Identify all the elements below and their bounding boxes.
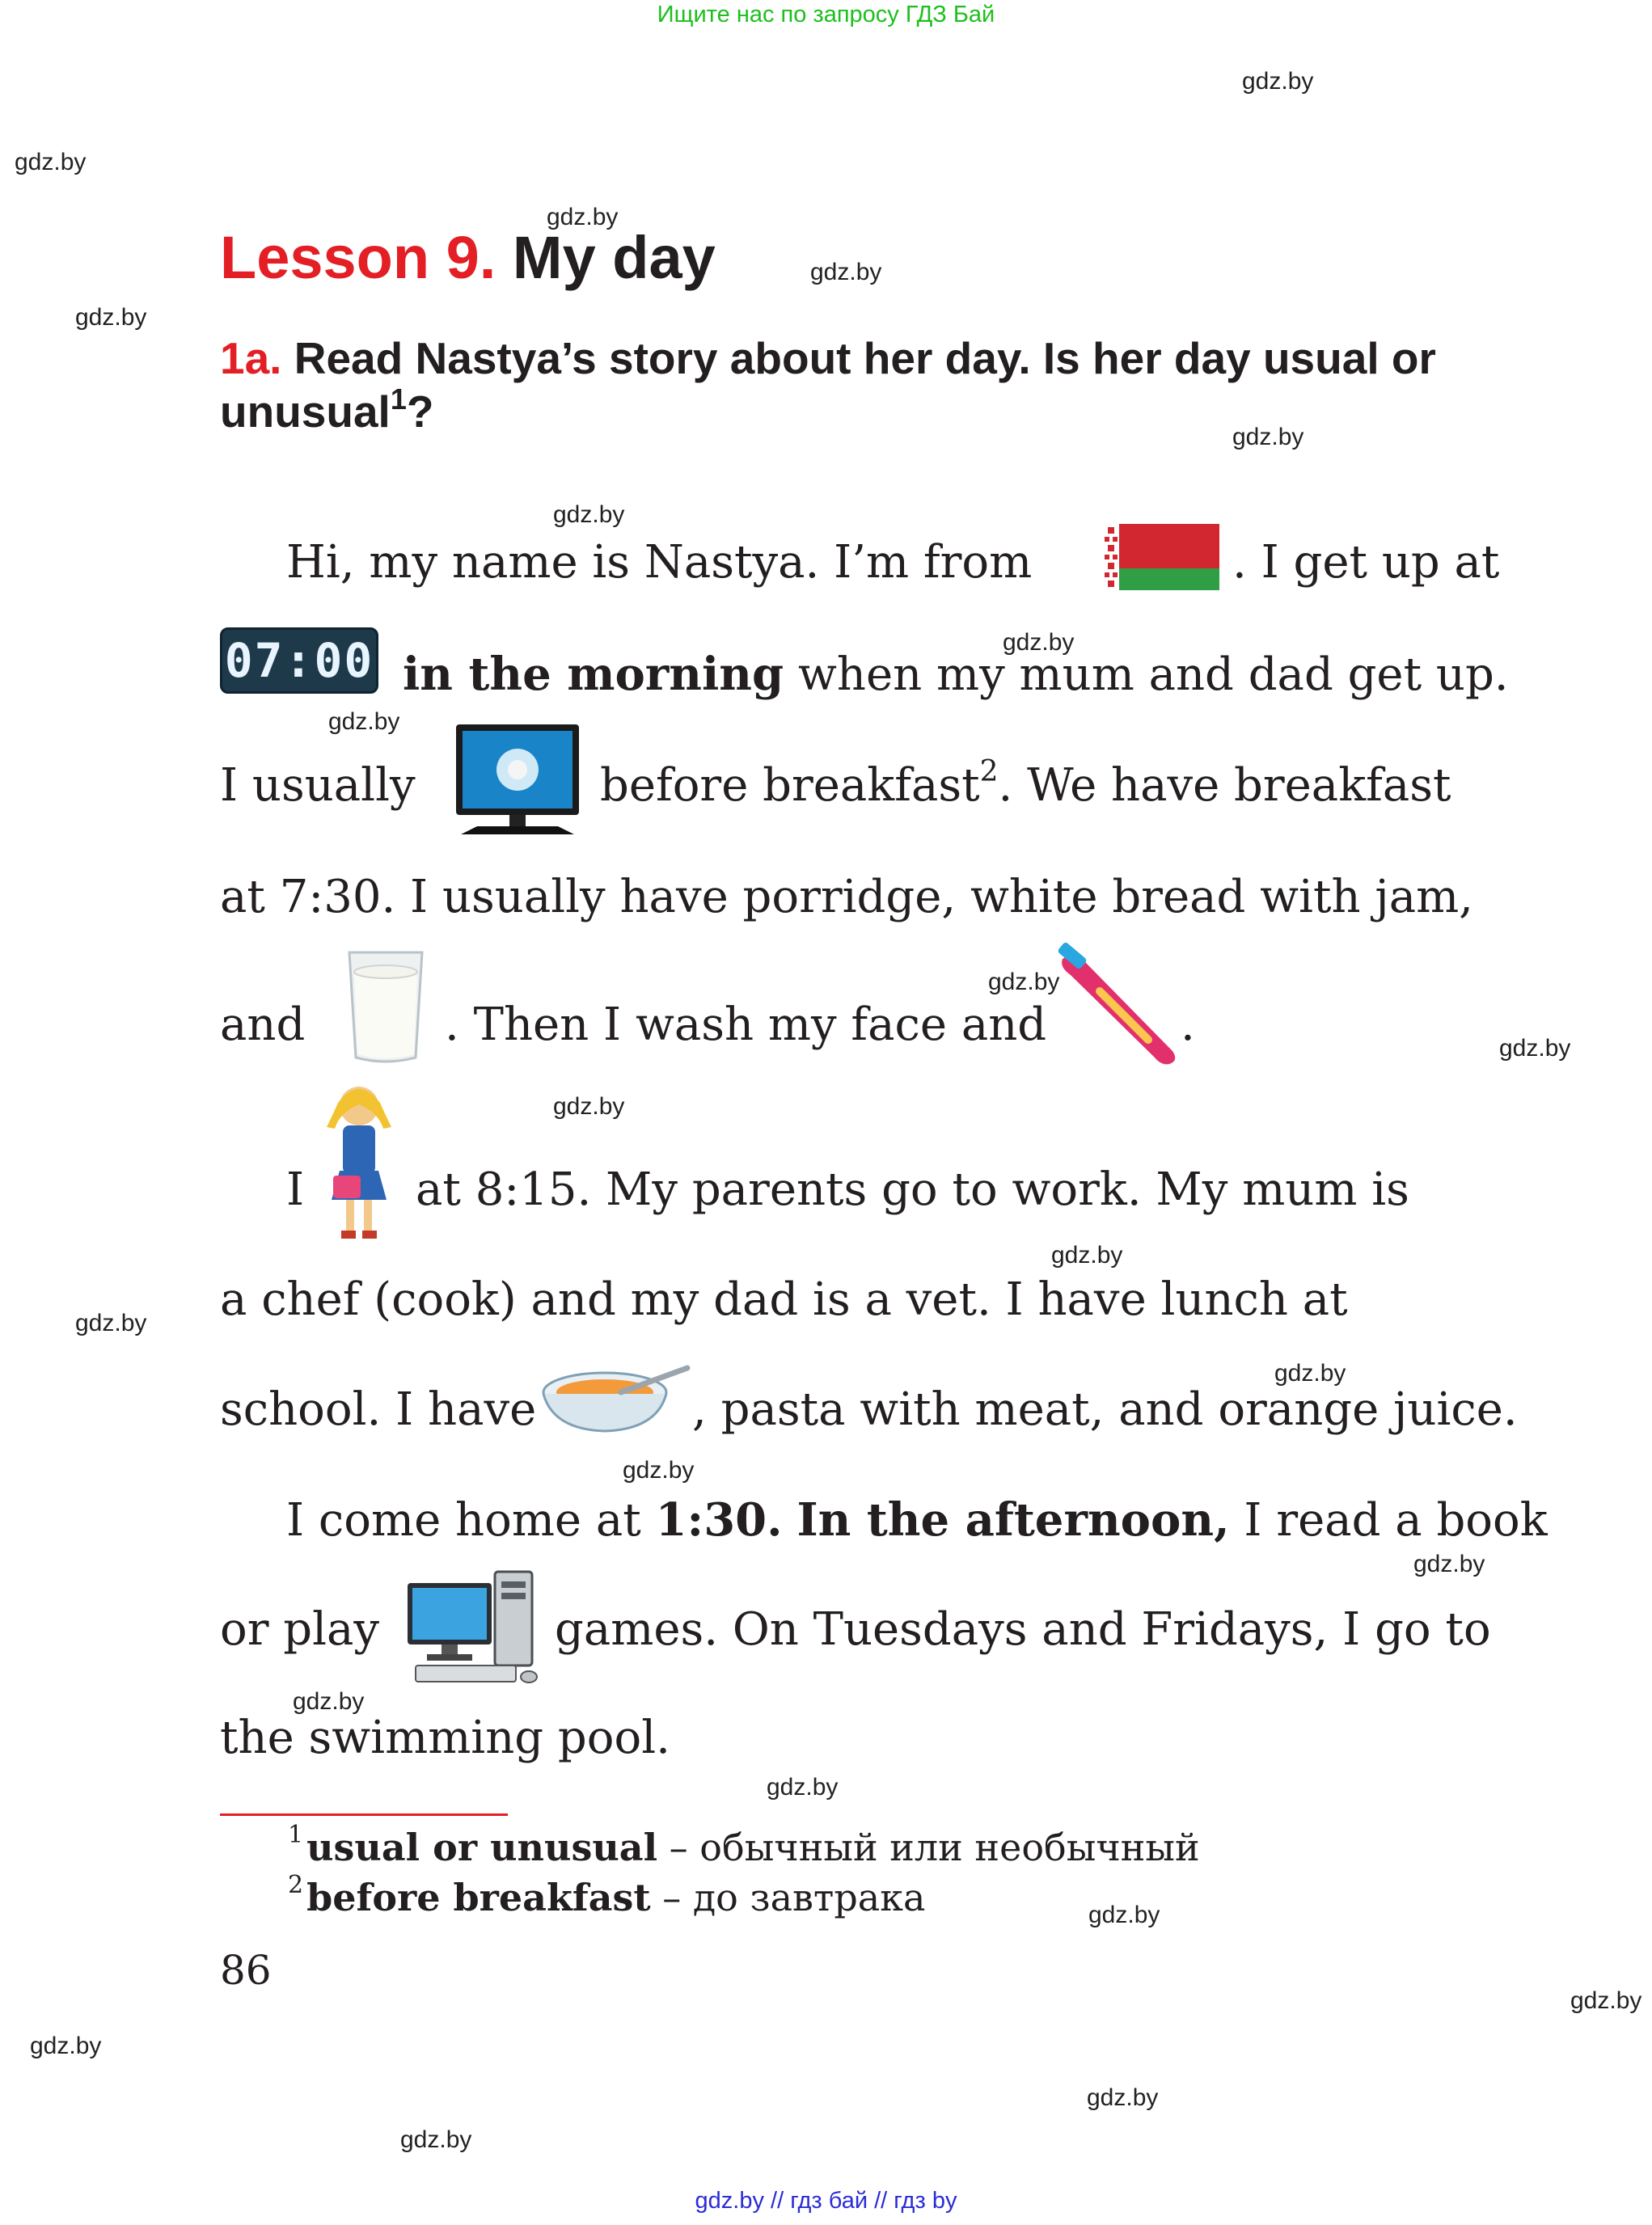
story-line: . — [1181, 999, 1195, 1051]
watermark: gdz.by — [328, 708, 400, 735]
story-line: at 7:30. I usually have porridge, white bread with jam, — [220, 871, 1473, 923]
story-line: at 8:15. My parents go to work. My mum is — [416, 1163, 1409, 1216]
footnote-gloss: – обычный или необычный — [657, 1826, 1200, 1869]
watermark: gdz.by — [1499, 1035, 1571, 1062]
lesson-topic: My day — [512, 224, 716, 291]
footnote-divider — [220, 1813, 508, 1816]
page-number: 86 — [220, 1947, 272, 1994]
watermark: gdz.by — [1088, 1902, 1160, 1928]
story-text: before breakfast — [600, 759, 980, 812]
story-line: , pasta with meat, and orange juice. — [692, 1383, 1518, 1436]
schoolgirl-icon — [319, 1080, 399, 1251]
soup-bowl-icon — [540, 1363, 694, 1440]
digital-clock-icon — [220, 627, 378, 694]
watermark: gdz.by — [1242, 68, 1314, 95]
story-line: I — [286, 1163, 305, 1216]
belarus-flag-icon — [1103, 524, 1219, 594]
story-text: I read a book — [1244, 1494, 1548, 1547]
footnote — [288, 1821, 1200, 1869]
bold-phrase: 1:30. — [655, 1493, 783, 1547]
story-line: games. On Tuesdays and Fridays, I go to — [555, 1603, 1491, 1656]
story-text: . We have breakfast — [998, 759, 1451, 812]
task-number: 1a. — [220, 333, 282, 383]
footnote-ref: 1 — [390, 382, 407, 416]
watermark: gdz.by — [293, 1688, 365, 1715]
watermark: gdz.by — [75, 1310, 147, 1336]
story-line: school. I have — [220, 1383, 537, 1436]
story-line: I usually — [220, 759, 416, 812]
story-line: Hi, my name is Nastya. I’m from — [286, 536, 1033, 589]
top-banner[interactable]: Ищите нас по запросу ГДЗ Бай — [657, 2, 995, 27]
watermark: gdz.by — [988, 969, 1060, 995]
story-text: when my mum and dad get up. — [797, 648, 1509, 701]
task-end: ? — [406, 386, 434, 437]
watermark: gdz.by — [1413, 1551, 1485, 1577]
watermark: gdz.by — [1232, 424, 1304, 450]
watermark: gdz.by — [30, 2033, 102, 2059]
story-text: I come home at — [286, 1494, 641, 1547]
footnote-term: usual or unusual — [306, 1826, 658, 1869]
watermark: gdz.by — [400, 2126, 472, 2153]
story-line — [286, 1493, 1548, 1547]
footnote — [288, 1871, 926, 1919]
footnote-gloss: – до завтрака — [650, 1876, 926, 1919]
story-line: . I get up at — [1232, 536, 1500, 589]
story-line: . Then I wash my face and — [445, 999, 1047, 1051]
story-line — [403, 648, 1509, 701]
watermark: gdz.by — [1570, 1987, 1642, 2014]
story-line: and — [220, 999, 306, 1051]
footnote-number: 1 — [288, 1821, 304, 1849]
watermark: gdz.by — [553, 501, 625, 528]
task-instruction — [220, 331, 1522, 438]
watermark: gdz.by — [75, 304, 147, 331]
toothbrush-icon — [1051, 943, 1189, 1076]
lesson-title — [220, 224, 716, 291]
watermark: gdz.by — [553, 1093, 625, 1120]
watermark: gdz.by — [1003, 629, 1075, 656]
watermark: gdz.by — [15, 149, 87, 175]
watermark: gdz.by — [623, 1457, 695, 1484]
clock-time: 07:00 — [224, 633, 374, 688]
milk-glass-icon — [341, 944, 430, 1070]
story-line: a chef (cook) and my dad is a vet. I have lunch at — [220, 1273, 1348, 1326]
task-text: Read Nastya’s story about her day. Is her day usual or unusual — [220, 333, 1436, 437]
watermark: gdz.by — [767, 1774, 839, 1801]
lesson-number: Lesson 9. — [220, 224, 496, 291]
tv-icon — [453, 721, 584, 843]
footnote-number: 2 — [288, 1871, 304, 1899]
footnote-ref: 2 — [979, 755, 999, 788]
watermark: gdz.by — [810, 259, 882, 285]
bold-phrase: In the afternoon, — [796, 1493, 1230, 1547]
story-line: or play — [220, 1603, 380, 1656]
watermark: gdz.by — [1087, 2084, 1159, 2111]
bottom-banner[interactable]: gdz.by // гдз бай // гдз by — [695, 2188, 957, 2214]
story-line: the swimming pool. — [220, 1712, 670, 1764]
watermark: gdz.by — [1274, 1360, 1346, 1387]
bold-phrase: in the morning — [403, 648, 784, 701]
story-line — [600, 755, 1451, 812]
footnote-term: before breakfast — [306, 1876, 651, 1919]
computer-icon — [404, 1567, 542, 1694]
watermark: gdz.by — [1051, 1242, 1123, 1269]
watermark: gdz.by — [547, 204, 619, 230]
